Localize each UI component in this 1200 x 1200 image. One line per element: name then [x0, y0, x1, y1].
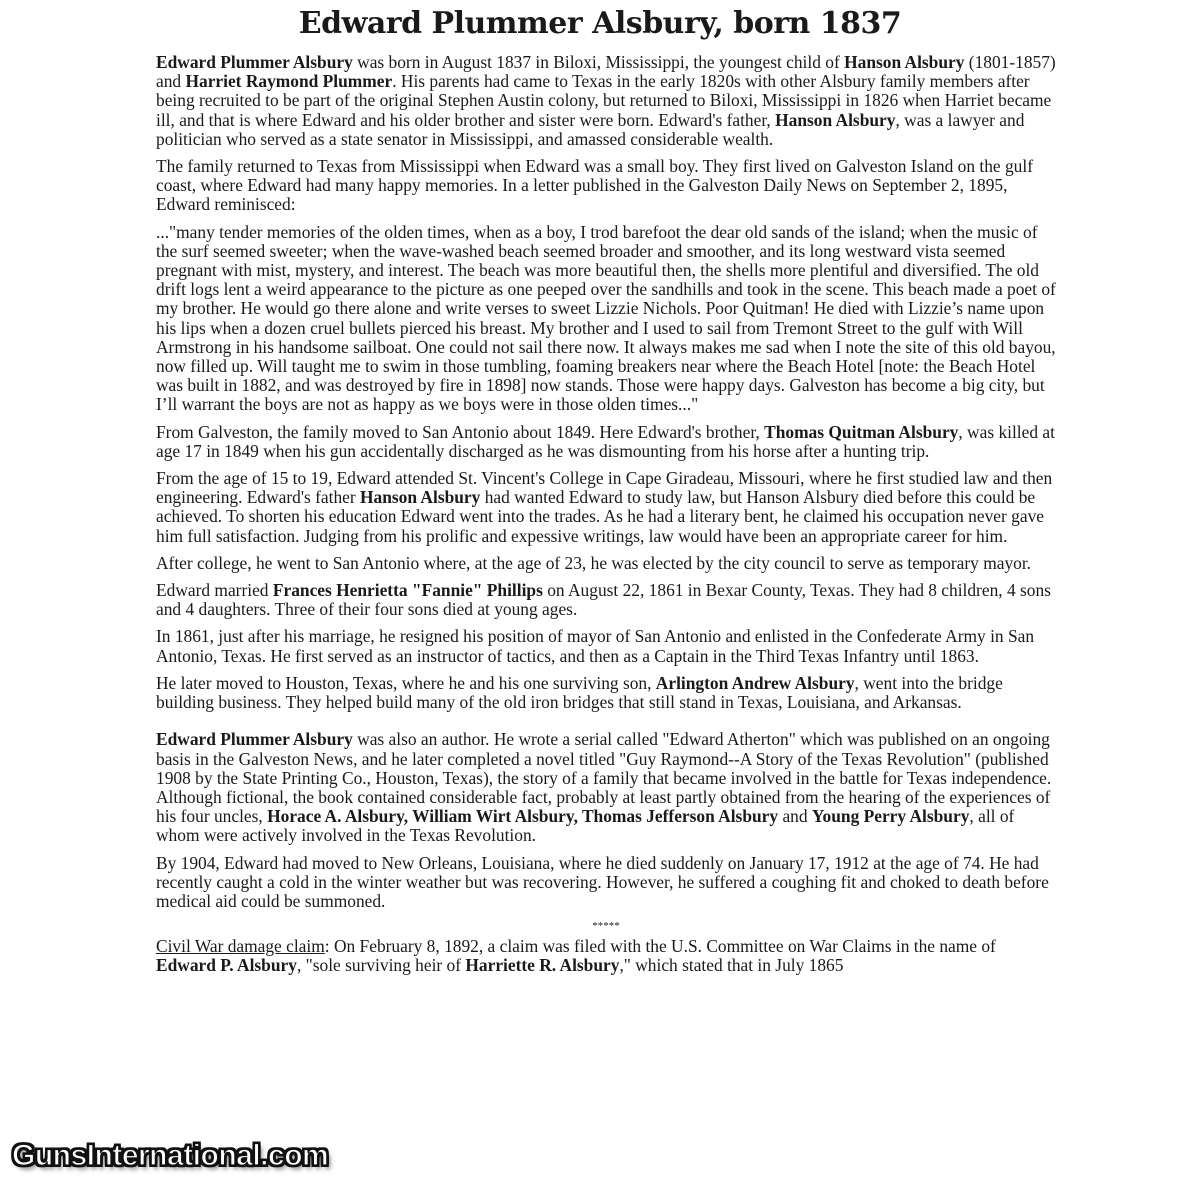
text-run: , "sole surviving heir of [296, 955, 466, 976]
bold-name: Edward P. Alsbury [156, 955, 297, 976]
text-run: ," which stated that in July 1865 [619, 955, 844, 976]
watermark-text: GunsInternational.com [12, 1139, 329, 1172]
text-run: , all of whom were actively involved in the Texas Revolution. [156, 806, 1015, 846]
page-title: Edward Plummer Alsbury, born 1837 [298, 6, 902, 41]
paragraph [156, 581, 1056, 619]
paragraph [156, 627, 1056, 665]
paragraph [156, 854, 1056, 912]
text-run: From Galveston, the family moved to San Antonio about 1849. Here Edward's brother, [156, 421, 765, 442]
underlined-heading: Civil War damage claim [156, 936, 325, 957]
text-run: : On February 8, 1892, a claim was filed with the U.S. Committee on War Claims in the name of [324, 936, 996, 957]
paragraph [156, 469, 1056, 546]
bold-name: Thomas Quitman Alsbury [764, 421, 959, 442]
bold-name: Hanson Alsbury [775, 109, 896, 130]
bold-name: Arlington Andrew Alsbury [655, 672, 855, 693]
bold-name: Harriette R. Alsbury [465, 955, 620, 976]
paragraph [156, 53, 1056, 149]
bold-name: Horace A. Alsbury, William Wirt Alsbury, Thomas Jefferson Alsbury [267, 806, 779, 827]
bold-name: Hanson Alsbury [844, 52, 965, 72]
paragraph [156, 674, 1056, 712]
text-run: had wanted Edward to study law, but Hanson Alsbury died before this could be achieved. To shorten his education Edward went into the trades. As he had a literary bent, he claimed his occupation never gave him full satisfaction. Judging from his prolific and expessive writings, law would have been an appropriate career for him. [156, 487, 1044, 546]
paragraph [156, 554, 1056, 573]
text-run: was also an author. He wrote a serial called "Edward Atherton" which was published on an ongoing basis in the Galveston News, and he later completed a novel titled "Guy Raymond--A Story of the Texas Revolution" (published 1908 by the State Printing Co., Houston, Texas), the story of a family that became involved in the battle for Texas independence. Although fictional, the book contained considerable fact, probably at least partly obtained from the hearing of the experiences of his four uncles, [156, 729, 1052, 827]
paragraph [156, 730, 1056, 845]
document-body [156, 53, 1056, 984]
text-run: . His parents had came to Texas in the early 1820s with other Alsbury family members after being recruited to be part of the original Stephen Austin colony, but returned to Biloxi, Mississippi in 1826 when Harriet became ill, and that is where Edward and his older brother and sister were born. Edward's father, [156, 71, 1052, 130]
text-run: Edward married [156, 580, 273, 601]
text-run: and [778, 806, 812, 827]
text-run: , was killed at age 17 in 1849 when his gun accidentally discharged as he was dismounting from his horse after a hunting trip. [156, 421, 1055, 461]
bold-name: Edward Plummer Alsbury [156, 729, 353, 750]
paragraph [156, 423, 1056, 461]
bold-name: Hanson Alsbury [360, 487, 481, 508]
paragraph-civil-war-claim [156, 937, 1056, 975]
text-run: The family returned to Texas from Mississippi when Edward was a small boy. They first lived on Galveston Island on the gulf coast, where Edward had many happy memories. In a letter published in the Galveston Daily News on September 2, 1895, Edward reminisced: [156, 156, 1034, 215]
watermark-logo [12, 1125, 342, 1187]
text-run: , went into the bridge building business. They helped build many of the old iron bridges that still stand in Texas, Louisiana, and Arkansas. [156, 672, 1003, 713]
text-run: By 1904, Edward had moved to New Orleans, Louisiana, where he died suddenly on January 17, 1912 at the age of 74. He had recently caught a cold in the winter weather but was recovering. However, he suffered a coughing fit and choked to death before medical aid could be summoned. [156, 852, 1049, 911]
paragraph [156, 157, 1056, 215]
paragraph [156, 223, 1056, 415]
text-run: He later moved to Houston, Texas, where he and his one surviving son, [156, 672, 656, 693]
text-run: From the age of 15 to 19, Edward attended St. Vincent's College in Cape Giradeau, Missouri, where he first studied law and then engineering. Edward's father [156, 468, 1053, 508]
text-run: After college, he went to San Antonio where, at the age of 23, he was elected by the city council to serve as temporary mayor. [156, 552, 1032, 573]
bold-name: Frances Henrietta "Fannie" Phillips [272, 580, 543, 601]
text-run: In 1861, just after his marriage, he resigned his position of mayor of San Antonio and enlisted in the Confederate Army in San Antonio, Texas. He first served as an instructor of tactics, and then as a Captain in the Third Texas Infantry until 1863. [156, 626, 1035, 666]
bold-name: Edward Plummer Alsbury [156, 52, 353, 72]
text-run: , was a lawyer and politician who served as a state senator in Mississippi, and amassed considerable wealth. [156, 109, 1025, 149]
text-run: ..."many tender memories of the olden times, when as a boy, I trod barefoot the dear old sands of the island; when the music of the surf seemed sweeter; when the wave-washed beach seemed broader and smoother, and its long westward vista seemed pregnant with mist, mystery, and interest. The beach was more beautiful then, the shells more plentiful and diversified. The old drift logs lent a weird appearance to the picture as one peeped over the sandhills and took in the scene. This beach made a poet of my brother. He would go there alone and write verses to sweet Lizzie Nichols. Poor Quitman! He died with Lizzie’s name upon his lips when a dozen cruel bullets pierced his breast. My brother and I used to sail from Tremont Street to the gulf with Will Armstrong in his handsome sailboat. One could not sail there now. It always makes me sad when I note the site of this old bayou, now filled up. Will taught me to swim in those tumbling, foaming breakers near where the Beach Hotel [note: the Beach Hotel was built in 1882, and was destroyed by fire in 1898] now stands. Those were happy days. Galveston has become a big city, but I’ll warrant the boys are not as happy as we boys were in those olden times..." [156, 221, 1056, 415]
text-run: was born in August 1837 in Biloxi, Mississippi, the youngest child of [352, 52, 845, 72]
bold-name: Harriet Raymond Plummer [185, 71, 393, 92]
text-run: (1801-1857) and [156, 52, 1056, 92]
text-run: on August 22, 1861 in Bexar County, Texas. They had 8 children, 4 sons and 4 daughters. Three of their four sons died at young ages. [156, 580, 1051, 620]
bold-name: Young Perry Alsbury [811, 806, 970, 827]
section-separator: ***** [592, 920, 620, 933]
